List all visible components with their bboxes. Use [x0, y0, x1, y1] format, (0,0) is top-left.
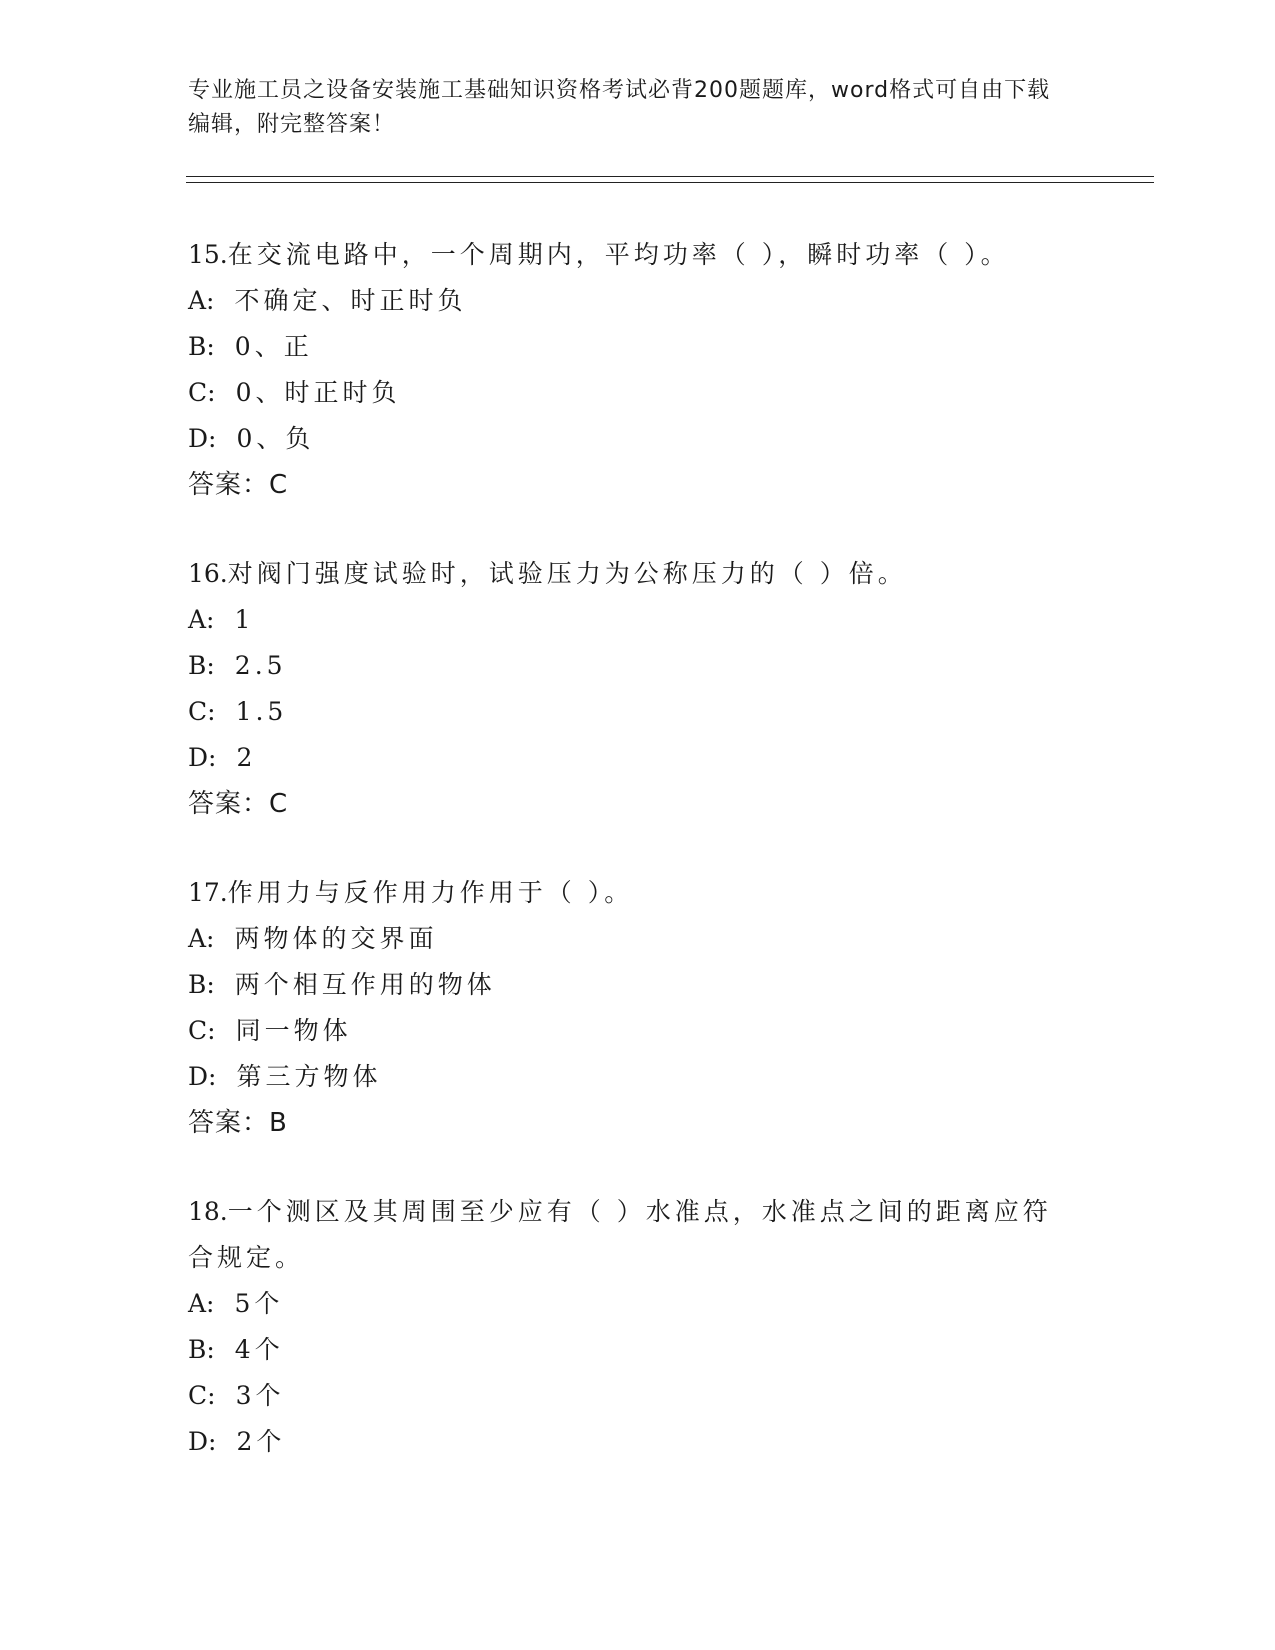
question-number: 15.	[188, 240, 228, 269]
option-letter: A:	[188, 924, 215, 953]
option-letter: D:	[188, 743, 217, 772]
option-text: 1.5	[235, 697, 288, 726]
question-stem: 作用力与反作用力作用于（ ）。	[227, 878, 634, 907]
question-stem: 对阀门强度试验时，试验压力为公称压力的（ ）倍。	[227, 559, 907, 588]
answer-value: B	[269, 1108, 288, 1138]
option-letter: D:	[188, 1062, 217, 1091]
option-text: 3个	[235, 1381, 285, 1410]
answer-label: 答案：	[188, 789, 270, 819]
option-item	[188, 324, 1068, 370]
option-text: 同一物体	[235, 1016, 352, 1045]
option-text: 不确定、时正时负	[234, 286, 467, 315]
option-text: 0、时正时负	[235, 378, 401, 407]
option-item	[188, 962, 1068, 1008]
question-text	[188, 232, 1068, 278]
question-block	[188, 1189, 1068, 1465]
question-list	[188, 232, 1068, 1508]
question-block	[188, 870, 1068, 1146]
option-letter: D:	[188, 1427, 217, 1456]
answer-line	[188, 1100, 1068, 1146]
question-block	[188, 232, 1068, 508]
option-text: 2	[236, 743, 257, 772]
option-text: 2.5	[234, 651, 287, 680]
question-text	[188, 1189, 1068, 1281]
header-divider-bottom	[186, 182, 1154, 183]
answer-line	[188, 781, 1068, 827]
option-item	[188, 416, 1068, 462]
option-letter: B:	[188, 332, 215, 361]
option-letter: B:	[188, 651, 215, 680]
option-text: 5个	[234, 1289, 284, 1318]
option-letter: B:	[188, 1335, 215, 1364]
option-letter: C:	[188, 378, 216, 407]
option-text: 4个	[234, 1335, 284, 1364]
question-number: 17.	[188, 878, 228, 907]
question-stem: 一个测区及其周围至少应有（ ）水准点，水准点之间的距离应符合规定。	[188, 1197, 1052, 1272]
option-text: 第三方物体	[236, 1062, 382, 1091]
option-letter: A:	[188, 1289, 215, 1318]
option-item	[188, 1419, 1068, 1465]
document-title: 专业施工员之设备安装施工基础知识资格考试必背200题题库，word格式可自由下载编辑，附完整答案！	[188, 78, 1051, 137]
option-letter: C:	[188, 1016, 216, 1045]
answer-value: C	[269, 470, 289, 500]
option-text: 1	[234, 605, 255, 634]
option-item	[188, 370, 1068, 416]
answer-value: C	[269, 789, 289, 819]
question-block	[188, 551, 1068, 827]
option-item	[188, 735, 1068, 781]
answer-line	[188, 462, 1068, 508]
question-text	[188, 870, 1068, 916]
option-item	[188, 597, 1068, 643]
option-text: 2个	[236, 1427, 286, 1456]
option-letter: C:	[188, 697, 216, 726]
question-number: 16.	[188, 559, 228, 588]
question-number: 18.	[188, 1197, 228, 1226]
option-text: 0、负	[236, 424, 315, 453]
option-item	[188, 1373, 1068, 1419]
option-letter: D:	[188, 424, 217, 453]
option-letter: A:	[188, 605, 215, 634]
question-text	[188, 551, 1068, 597]
option-letter: B:	[188, 970, 215, 999]
question-stem: 在交流电路中，一个周期内，平均功率（ ），瞬时功率（ ）。	[227, 240, 1010, 269]
answer-label: 答案：	[188, 1108, 270, 1138]
option-text: 两个相互作用的物体	[234, 970, 496, 999]
option-item	[188, 643, 1068, 689]
option-text: 0、正	[234, 332, 313, 361]
option-item	[188, 278, 1068, 324]
option-letter: A:	[188, 286, 215, 315]
option-text: 两物体的交界面	[234, 924, 438, 953]
option-item	[188, 689, 1068, 735]
option-item	[188, 1281, 1068, 1327]
header-divider-top	[186, 176, 1154, 177]
option-letter: C:	[188, 1381, 216, 1410]
option-item	[188, 1054, 1068, 1100]
option-item	[188, 1008, 1068, 1054]
option-item	[188, 916, 1068, 962]
option-item	[188, 1327, 1068, 1373]
answer-label: 答案：	[188, 470, 270, 500]
